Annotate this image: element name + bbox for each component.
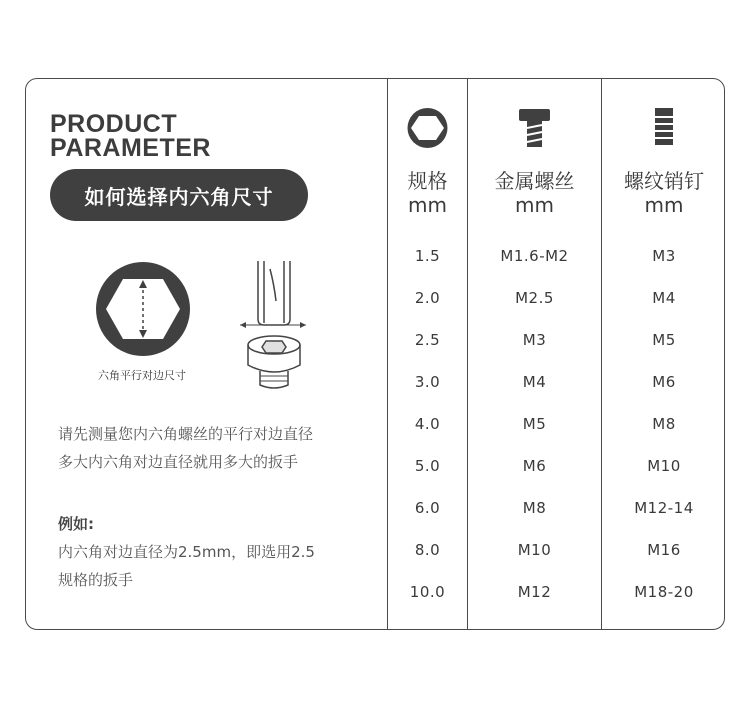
threaded-pin-cell: M12-14 <box>634 499 694 517</box>
size-cell: 6.0 <box>414 499 441 517</box>
size-cell: 8.0 <box>414 541 441 559</box>
size-cell: 5.0 <box>414 457 441 475</box>
threaded-pin-cell: M6 <box>652 373 676 391</box>
title-parameter: PARAMETER <box>50 134 211 162</box>
threaded-pin-cell: M3 <box>652 247 676 265</box>
size-header: 规格 mm <box>407 169 448 217</box>
screw-icon <box>468 105 601 151</box>
threaded-pin-header: 螺纹销钉 mm <box>624 169 704 217</box>
hex-caption: 六角平行对边尺寸 <box>98 369 186 382</box>
metal-screw-cell: M1.6-M2 <box>500 247 569 265</box>
hexagon-icon <box>388 105 467 151</box>
metal-screw-cell: M6 <box>522 457 547 475</box>
metal-screw-cell: M3 <box>522 331 547 349</box>
hex-socket-icon <box>96 262 190 356</box>
threaded-pin-cell: M10 <box>647 457 681 475</box>
description-line-2: 多大内六角对边直径就用多大的扳手 <box>58 453 299 471</box>
example-line-1: 内六角对边直径为2.5mm，即选用2.5 <box>58 543 315 561</box>
threaded-pin-cell: M16 <box>647 541 681 559</box>
threaded-pin-cell: M5 <box>652 331 676 349</box>
size-cell: 10.0 <box>409 583 446 601</box>
size-cell: 1.5 <box>414 247 441 265</box>
size-cell: 3.0 <box>414 373 441 391</box>
size-cell: 2.0 <box>414 289 441 307</box>
metal-screw-cell: M12 <box>517 583 552 601</box>
title-product: PRODUCT <box>50 110 178 138</box>
hex-illustration <box>26 79 386 409</box>
metal-screw-cell: M5 <box>522 415 547 433</box>
size-cell: 4.0 <box>414 415 441 433</box>
threaded-pin-cell: M18-20 <box>634 583 694 601</box>
example-label: 例如: <box>58 515 94 533</box>
set-screw-icon <box>602 105 726 151</box>
metal-screw-cell: M2.5 <box>515 289 554 307</box>
example-line-2: 规格的扳手 <box>58 571 134 589</box>
metal-screw-cell: M4 <box>522 373 547 391</box>
size-cell: 2.5 <box>414 331 441 349</box>
parameter-card <box>25 78 725 630</box>
metal-screw-header: 金属螺丝 mm <box>494 169 575 217</box>
threaded-pin-cell: M8 <box>652 415 676 433</box>
metal-screw-cell: M8 <box>522 499 547 517</box>
metal-screw-cell: M10 <box>517 541 552 559</box>
threaded-pin-cell: M4 <box>652 289 676 307</box>
selection-guide-banner: 如何选择内六角尺寸 <box>50 169 308 221</box>
description-line-1: 请先测量您内六角螺丝的平行对边直径 <box>58 425 314 443</box>
